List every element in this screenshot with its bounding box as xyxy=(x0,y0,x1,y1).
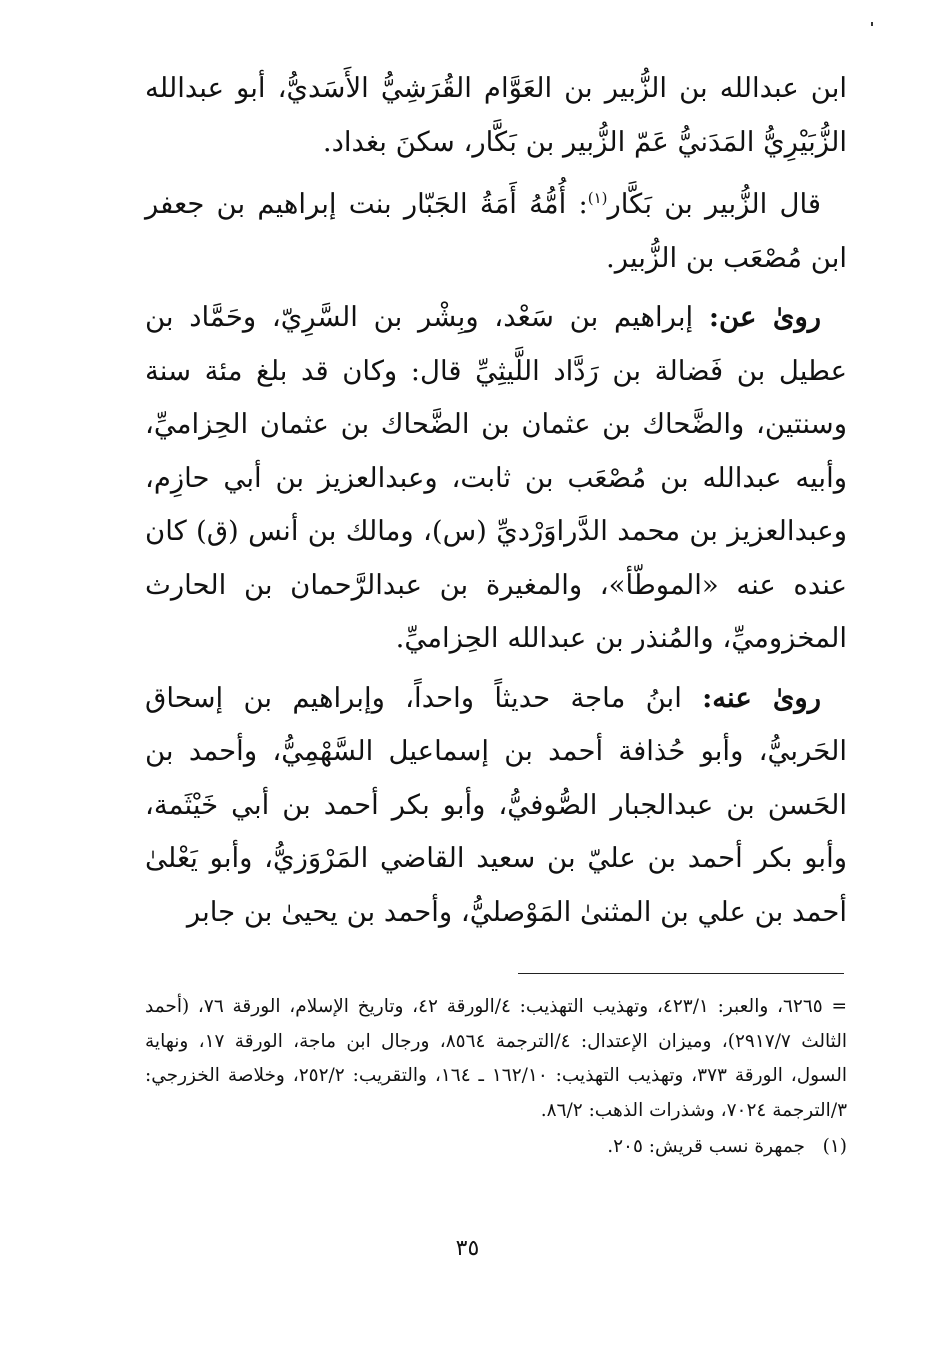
footnote-continued xyxy=(145,990,847,1128)
narrated-from-text: إبراهيم بن سَعْد، وبِشْر بن السَّرِيّ، وحَمَّاد بن عطيل بن فَضالة بن رَدَّاد اللَّيثِيِّ قال: وكان قد بلغ مئة سنة وسنتين، والضَّحاك بن عثمان بن الضَّحاك بن عثمان الحِزاميِّ، وأبيه عبدالله بن مُصْعَب بن ثابت، وعبدالعزيز بن أبي حازِم، وعبدالعزيز بن محمد الدَّراوَرْديِّ (س)، ومالك بن أنس (ق) كان عنده عنه «الموطّأ»، والمغيرة بن عبدالرَّحمان بن الحارث المخزوميِّ، والمُنذر بن عبدالله الحِزاميِّ. xyxy=(145,301,847,655)
footnote-1-text: جمهرة نسب قريش: ٢٠٥. xyxy=(607,1136,805,1157)
footnote-1 xyxy=(145,1130,847,1165)
mother-text-main: قال الزُّبير بن بَكَّار xyxy=(607,188,822,221)
page-number: ٣٥ xyxy=(455,1236,480,1261)
footnote-1-marker: (١) xyxy=(822,1136,847,1157)
footnote-divider xyxy=(518,973,844,974)
intro-text: ابن عبدالله بن الزُّبير بن العَوَّام القُرَشِيُّ الأَسَديُّ، أبو عبدالله الزُّبَيْرِيُّ المَدَنيُّ عَمّ الزُّبير بن بَكَّار، سكنَ بغداد. xyxy=(145,72,847,158)
paragraph-narrated-from xyxy=(145,291,847,666)
scan-mark xyxy=(871,22,873,26)
narrated-by-text: ابنُ ماجة حديثاً واحداً، وإبراهيم بن إسحاق الحَربيُّ، وأبو حُذافة أحمد بن إسماعيل السَّهْمِيُّ، وأحمد بن الحَسن بن عبدالجبار الصُّوفيُّ، وأبو بكر أحمد بن أبي خَيْثَمة، وأبو بكر أحمد بن عليّ بن سعيد القاضي المَرْوَزيُّ، وأبو يَعْلىٰ أحمد بن علي بن المثنىٰ المَوْصليُّ، وأحمد بن يحيىٰ بن جابر xyxy=(145,681,847,928)
footnote-ref-1: (١) xyxy=(587,189,608,207)
narrated-by-label: روىٰ عنه: xyxy=(702,681,821,714)
paragraph-narrated-by xyxy=(145,672,847,940)
main-text xyxy=(145,62,847,939)
paragraph-intro xyxy=(145,62,847,169)
footnote-continued-text: = ٦٢٦٥، والعبر: ٤٢٣/١، وتهذيب التهذيب: ٤/الورقة ٤٢، وتاريخ الإسلام، الورقة ٧٦، (أحمد الثالث ٢٩١٧/٧)، وميزان الإعتدال: ٤/الترجمة ٨٥٦٤، ورجال ابن ماجة، الورقة ١٧، ونهاية السول، الورقة ٣٧٣، وتهذيب التهذيب: ١٦٢/١٠ ـ ١٦٤، والتقريب: ٢٥٢/٢، وخلاصة الخزرجي: ٣/الترجمة ٧٠٢٤، وشذرات الذهب: ٨٦/٢. xyxy=(145,996,848,1121)
narrated-from-label: روىٰ عن: xyxy=(708,301,821,334)
footnotes xyxy=(145,990,847,1165)
mother-text-rest: : أُمُّهُ أَمَةُ الجَبّار بنت إبراهيم بن جعفر ابن مُصْعَب بن الزُّبير. xyxy=(145,188,847,274)
paragraph-mother xyxy=(145,172,847,285)
